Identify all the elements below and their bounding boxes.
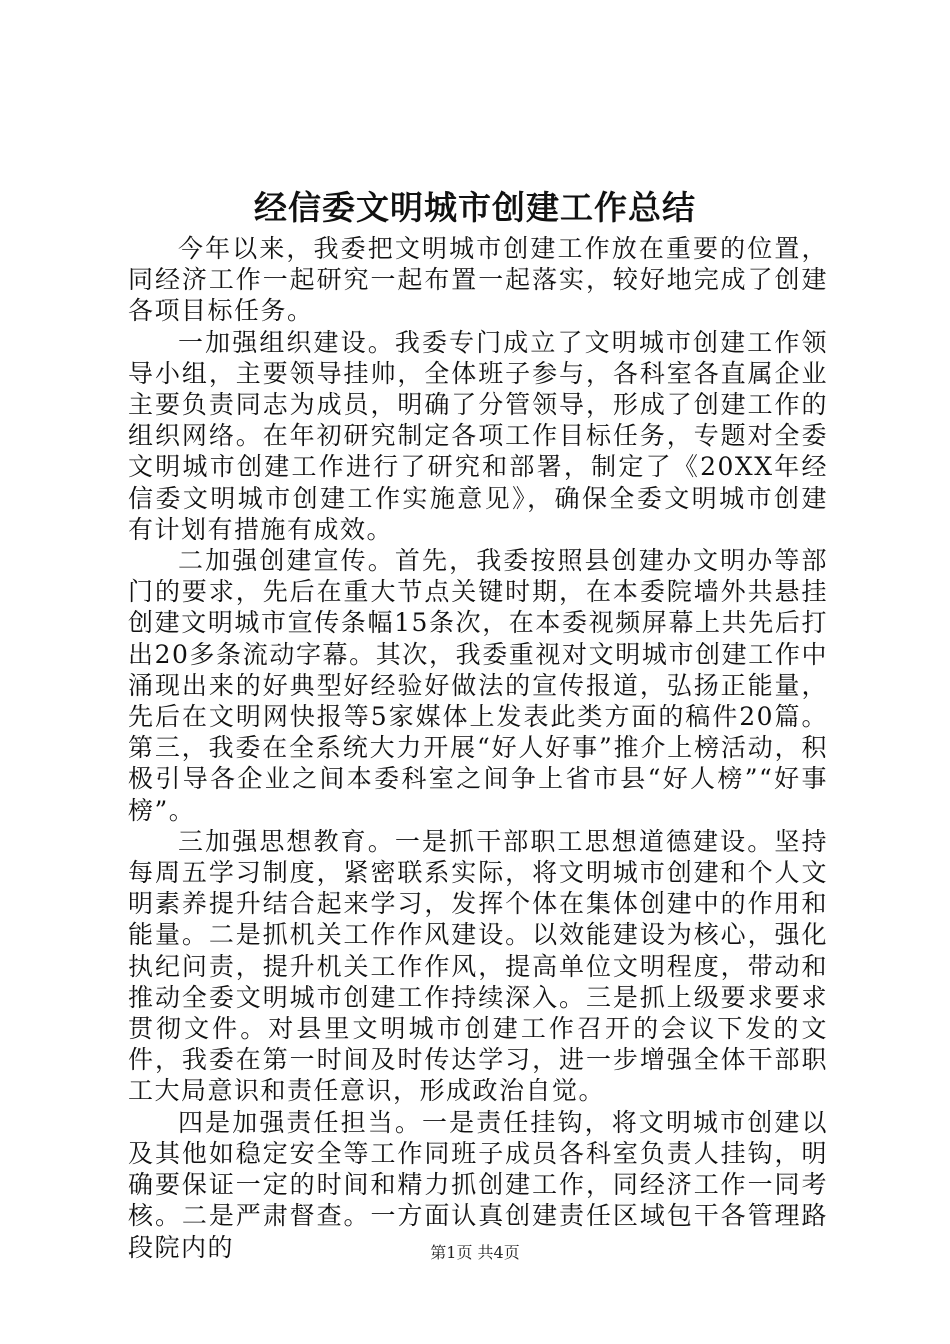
paragraph-organization: 一加强组织建设。我委专门成立了文明城市创建工作领导小组，主要领导挂帅，全体班子参与，各科室各直属企业主要负责同志为成员，明确了分管领导，形成了创建工作的组织网络。在年初研究制定各项工作目标任务，专题对全委文明城市创建工作进行了研究和部署，制定了《20XX年经信委文明城市创建工作实施意见》，确保全委文明城市创建有计划有措施有成效。: [128, 327, 828, 544]
paragraph-education: 三加强思想教育。一是抓干部职工思想道德建设。坚持每周五学习制度，紧密联系实际，将文明城市创建和个人文明素养提升结合起来学习，发挥个体在集体创建中的作用和能量。二是抓机关工作作风建设。以效能建设为核心，强化执纪问责，提升机关工作作风，提高单位文明程度，带动和推动全委文明城市创建工作持续深入。三是抓上级要求要求贯彻文件。对县里文明城市创建工作召开的会议下发的文件，我委在第一时间及时传达学习，进一步增强全体干部职工大局意识和责任意识，形成政治自觉。: [128, 826, 828, 1106]
page-footer: [0, 1243, 950, 1263]
paragraph-responsibility: 四是加强责任担当。一是责任挂钩，将文明城市创建以及其他如稳定安全等工作同班子成员各科室负责人挂钩，明确要保证一定的时间和精力抓创建工作，同经济工作一同考核。二是严肃督查。一方面认真创建责任区域包干各管理路段院内的: [128, 1107, 828, 1262]
document-title: 经信委文明城市创建工作总结: [254, 188, 696, 227]
document-body: [128, 233, 828, 1263]
page-number-indicator: 第1页 共4页: [430, 1243, 520, 1262]
paragraph-intro: 今年以来，我委把文明城市创建工作放在重要的位置，同经济工作一起研究一起布置一起落实，较好地完成了创建各项目标任务。: [128, 234, 828, 326]
paragraph-publicity: 二加强创建宣传。首先，我委按照县创建办文明办等部门的要求，先后在重大节点关键时期，在本委院墙外共悬挂创建文明城市宣传条幅15条次，在本委视频屏幕上共先后打出20多条流动字幕。其次，我委重视对文明城市创建工作中涌现出来的好典型好经验好做法的宣传报道，弘扬正能量，先后在文明网快报等5家媒体上发表此类方面的稿件20篇。第三，我委在全系统大力开展“好人好事”推介上榜活动，积极引导各企业之间本委科室之间争上省市县“好人榜”“好事榜”。: [128, 546, 828, 825]
